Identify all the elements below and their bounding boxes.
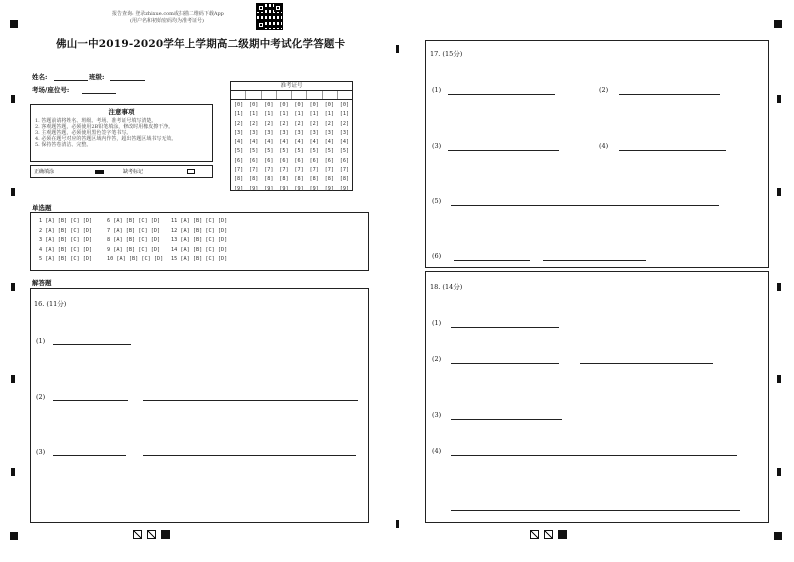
q17-answer-6b[interactable]: [543, 260, 646, 261]
mc-question[interactable]: 3 [A] [B] [C] [D]: [39, 237, 93, 244]
q17-answer-3[interactable]: [448, 150, 559, 151]
page-mark-hatched: [544, 530, 553, 539]
exam-id-column[interactable]: [0] [1] [2] [3] [4] [5] [6] [7] [8] [9]: [249, 102, 259, 192]
page-title: 佛山一中2019-2020学年上学期高二级期中考试化学答题卡: [56, 38, 346, 50]
corner-mark-bottom-right: [774, 532, 782, 540]
q18-part-label: (4): [432, 447, 442, 455]
q16-answer-2b[interactable]: [143, 400, 358, 401]
q18-part-label: (1): [432, 319, 442, 327]
q18-answer-2a[interactable]: [451, 363, 559, 364]
fill-legend-box: [30, 165, 213, 178]
report-notice-line1: 报告查询: 登录zhixue.com或扫描二维码下载App: [112, 11, 224, 17]
corner-mark-top-right: [774, 20, 782, 28]
correct-fill-label: 正确填涂: [34, 169, 55, 175]
exam-id-box: [230, 81, 353, 191]
page-mark-hatched: [147, 530, 156, 539]
absent-label: 缺考标记: [123, 169, 144, 175]
q18-answer-4a[interactable]: [451, 455, 737, 456]
timing-mark: [11, 375, 15, 383]
note-item: 3. 主观题答题，必须使用黑色签字笔书写。: [35, 130, 132, 136]
q16-answer-3b[interactable]: [143, 455, 356, 456]
exam-id-column[interactable]: [0] [1] [2] [3] [4] [5] [6] [7] [8] [9]: [339, 102, 350, 192]
mc-question[interactable]: 6 [A] [B] [C] [D]: [107, 218, 161, 224]
q16-part-label: (1): [36, 337, 46, 345]
q17-part-label: (1): [432, 86, 442, 94]
mc-question[interactable]: 7 [A] [B] [C] [D]: [107, 227, 161, 234]
timing-mark: [11, 468, 15, 476]
timing-mark: [777, 283, 781, 291]
seat-label: 考场/座位号:: [32, 86, 70, 94]
class-label: 班级:: [89, 73, 105, 81]
qr-code: [256, 3, 283, 30]
exam-id-column[interactable]: [0] [1] [2] [3] [4] [5] [6] [7] [8] [9]: [294, 102, 304, 192]
note-item: 2. 客观题答题，必须使用2B铅笔填涂，修改时用橡皮擦干净。: [35, 124, 174, 130]
exam-id-column[interactable]: [0] [1] [2] [3] [4] [5] [6] [7] [8] [9]: [279, 102, 289, 192]
notes-box: [30, 104, 213, 162]
correct-fill-sample: [95, 170, 104, 174]
q18-answer-3[interactable]: [451, 419, 562, 420]
q17-title: 17. (15分): [430, 50, 463, 58]
q17-box: [425, 40, 769, 268]
page-mark-hatched: [530, 530, 539, 539]
q16-box: [30, 288, 369, 523]
note-item: 4. 必须在题号对应的答题区域内作答，超出答题区域书写无效。: [35, 136, 177, 142]
timing-mark: [11, 95, 15, 103]
timing-mark: [777, 375, 781, 383]
q17-part-label: (3): [432, 142, 442, 150]
note-item: 1. 答题前请将姓名、班级、考场、准考证号填写清楚。: [35, 118, 157, 124]
report-notice-line2: (用户名和初始密码均为准考证号): [130, 18, 204, 24]
exam-id-column[interactable]: [0] [1] [2] [3] [4] [5] [6] [7] [8] [9]: [233, 102, 244, 192]
q17-answer-2[interactable]: [619, 94, 720, 95]
exam-id-column[interactable]: [0] [1] [2] [3] [4] [5] [6] [7] [8] [9]: [264, 102, 274, 192]
mc-question[interactable]: 14 [A] [B] [C] [D]: [171, 246, 228, 253]
q18-answer-1[interactable]: [451, 327, 559, 328]
mc-question[interactable]: 10 [A] [B] [C] [D]: [107, 256, 164, 263]
page-mark-hatched: [133, 530, 142, 539]
q16-answer-1[interactable]: [53, 344, 131, 345]
notes-title: 注意事项: [108, 108, 135, 116]
mc-question[interactable]: 12 [A] [B] [C] [D]: [171, 227, 228, 234]
q16-answer-3a[interactable]: [53, 455, 126, 456]
exam-id-column[interactable]: [0] [1] [2] [3] [4] [5] [6] [7] [8] [9]: [324, 102, 334, 192]
answer-section-title: 解答题: [32, 279, 52, 287]
q17-answer-4[interactable]: [619, 150, 726, 151]
q16-part-label: (2): [36, 393, 46, 401]
q18-part-label: (2): [432, 355, 442, 363]
timing-mark: [777, 188, 781, 196]
q17-part-label: (5): [432, 197, 442, 205]
timing-mark: [396, 520, 399, 528]
corner-mark-bottom-left: [10, 532, 18, 540]
mc-question[interactable]: 13 [A] [B] [C] [D]: [171, 237, 228, 244]
note-item: 5. 保持答卷清洁、完整。: [35, 142, 92, 148]
q16-answer-2a[interactable]: [53, 400, 128, 401]
page-mark-solid: [558, 530, 567, 539]
q17-part-label: (2): [599, 86, 609, 94]
corner-mark-top-left: [10, 20, 18, 28]
q16-title: 16. (11分): [34, 300, 67, 308]
page-mark-solid: [161, 530, 170, 539]
absent-mark-box[interactable]: [187, 169, 195, 174]
mc-question[interactable]: 5 [A] [B] [C] [D]: [39, 256, 93, 263]
timing-mark: [11, 188, 15, 196]
q18-answer-2b[interactable]: [580, 363, 713, 364]
mc-question[interactable]: 1 [A] [B] [C] [D]: [39, 218, 93, 224]
timing-mark: [11, 283, 15, 291]
mc-question[interactable]: 9 [A] [B] [C] [D]: [107, 246, 161, 253]
exam-id-title: 准考证号: [231, 82, 352, 91]
mc-question[interactable]: 4 [A] [B] [C] [D]: [39, 246, 93, 253]
timing-mark: [777, 95, 781, 103]
q18-part-label: (3): [432, 411, 442, 419]
single-choice-title: 单选题: [32, 204, 52, 212]
timing-mark: [396, 45, 399, 53]
timing-mark: [777, 468, 781, 476]
mc-question[interactable]: 2 [A] [B] [C] [D]: [39, 227, 93, 234]
mc-question[interactable]: 11 [A] [B] [C] [D]: [171, 218, 228, 224]
mc-question[interactable]: 8 [A] [B] [C] [D]: [107, 237, 161, 244]
class-field[interactable]: [110, 80, 145, 81]
q16-part-label: (3): [36, 448, 46, 456]
seat-field[interactable]: [82, 93, 116, 94]
q18-title: 18. (14分): [430, 283, 463, 291]
q18-box: [425, 271, 769, 523]
q17-answer-5[interactable]: [451, 205, 719, 206]
mc-question[interactable]: 15 [A] [B] [C] [D]: [171, 256, 228, 263]
name-field[interactable]: [54, 80, 88, 81]
q17-part-label: (4): [599, 142, 609, 150]
q17-part-label: (6): [432, 252, 442, 260]
q17-answer-1[interactable]: [448, 94, 555, 95]
single-choice-box: [30, 212, 369, 271]
q17-answer-6a[interactable]: [454, 260, 530, 261]
q18-answer-4b[interactable]: [451, 510, 740, 511]
name-label: 姓名:: [32, 73, 48, 81]
exam-id-column[interactable]: [0] [1] [2] [3] [4] [5] [6] [7] [8] [9]: [309, 102, 319, 192]
